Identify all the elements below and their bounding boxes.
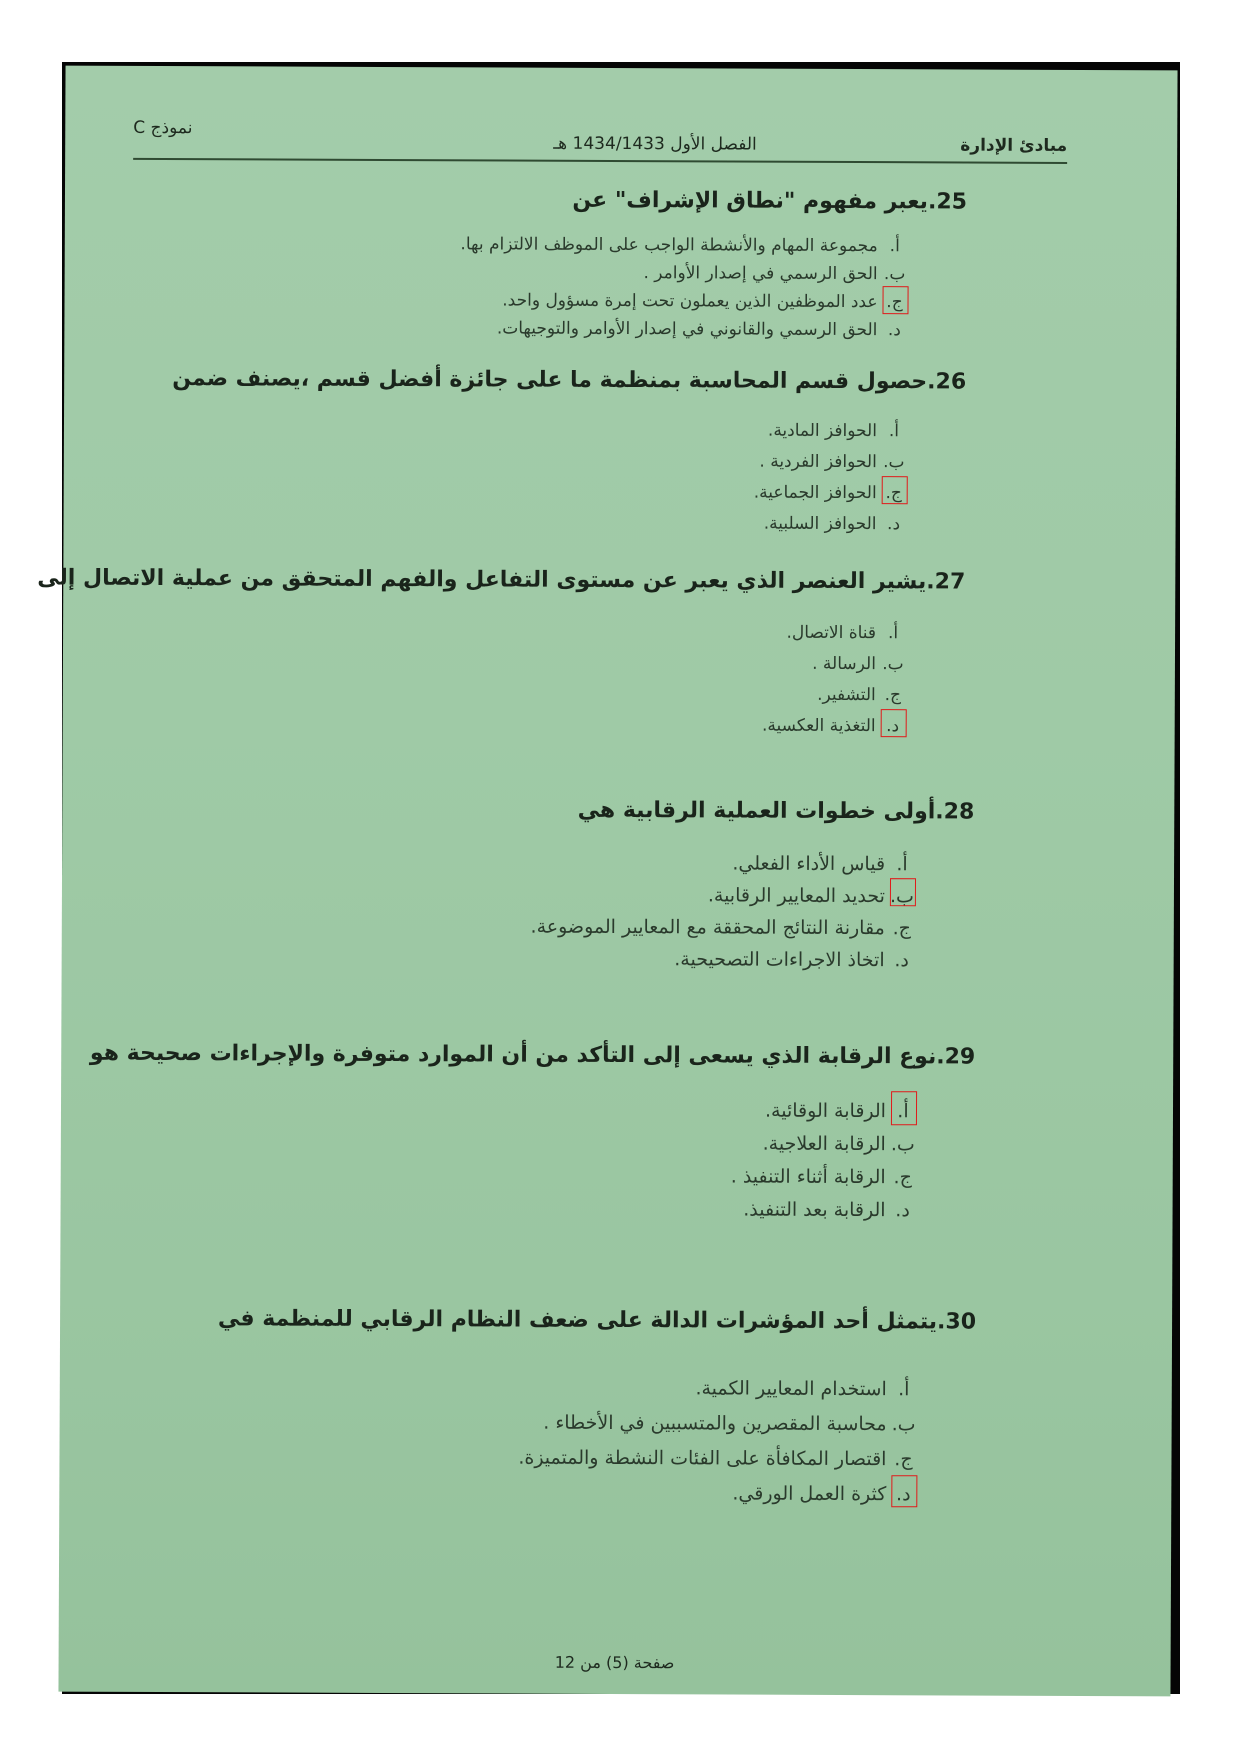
option-b xyxy=(531,879,919,913)
option-b xyxy=(172,444,911,478)
option-text: الرسالة . xyxy=(812,653,876,675)
question-27 xyxy=(37,565,966,742)
option-b xyxy=(89,1125,919,1162)
option-text: قياس الأداء الفعلي. xyxy=(732,852,886,876)
page-number: صفحة (5) من 12 xyxy=(554,1652,675,1673)
option-text: عدد الموظفين الذين يعملون تحت إمرة مسؤول واحد. xyxy=(502,290,878,313)
option-b xyxy=(37,645,910,680)
option-c xyxy=(89,1158,919,1195)
answer-mark xyxy=(882,476,908,504)
option-text: الحوافز المادية. xyxy=(767,420,878,442)
option-letter: ج. xyxy=(884,685,902,706)
option-text: مقارنة النتائج المحققة مع المعايير الموضوعة. xyxy=(530,915,885,940)
option-d xyxy=(460,314,911,344)
option-letter: أ. xyxy=(887,623,899,644)
answer-mark xyxy=(891,1475,917,1507)
options-list xyxy=(37,614,911,742)
option-letter: ج. xyxy=(877,288,911,316)
option-a xyxy=(218,1369,921,1407)
question-26 xyxy=(172,366,967,540)
option-letter: ج. xyxy=(892,917,912,940)
option-letter: ب. xyxy=(882,654,904,675)
option-letter: ب. xyxy=(891,1413,916,1436)
option-letter: ب. xyxy=(885,880,919,912)
options-list xyxy=(217,1369,921,1512)
option-letter: أ. xyxy=(896,853,908,876)
option-letter: د. xyxy=(886,1477,920,1512)
question-title: 29.نوع الرقابة الذي يسعى إلى التأكد من أن الموارد متوفرة والإجراءات صحيحة هو xyxy=(89,1040,976,1070)
options-list xyxy=(530,847,919,977)
page-header xyxy=(133,118,1067,164)
exam-page xyxy=(37,66,1177,1697)
option-text: تحديد المعايير الرقابية. xyxy=(707,884,885,908)
option-text: الرقابة الوقائية. xyxy=(764,1099,887,1123)
option-text: الحوافز الجماعية. xyxy=(753,482,877,504)
option-a xyxy=(172,413,911,447)
option-d xyxy=(172,506,911,540)
option-letter: د. xyxy=(887,320,901,341)
answer-mark xyxy=(882,286,908,314)
answer-mark xyxy=(891,1091,917,1125)
option-letter: أ. xyxy=(886,1095,920,1128)
option-letter: أ. xyxy=(898,1378,910,1401)
option-text: التشفير. xyxy=(817,684,876,706)
course-title: مبادئ الإدارة xyxy=(960,135,1068,156)
option-c xyxy=(460,286,911,316)
model-label: نموذج C xyxy=(133,117,193,139)
option-letter: ج. xyxy=(894,1448,913,1471)
option-letter: ب. xyxy=(890,1133,915,1156)
option-text: الرقابة أثناء التنفيذ . xyxy=(730,1165,886,1189)
question-30 xyxy=(217,1306,976,1512)
option-a xyxy=(90,1092,920,1129)
option-letter: د. xyxy=(894,949,909,972)
option-text: استخدام المعايير الكمية. xyxy=(695,1377,887,1401)
option-text: الحق الرسمي في إصدار الأوامر . xyxy=(643,263,878,285)
semester-label: الفصل الأول 1434/1433 هـ xyxy=(553,133,757,155)
option-text: قناة الاتصال. xyxy=(786,622,877,644)
options-list xyxy=(89,1092,920,1228)
option-text: مجموعة المهام والأنشطة الواجب على الموظف الالتزام بها. xyxy=(460,234,878,257)
option-text: الحوافز السلبية. xyxy=(763,513,877,535)
option-a xyxy=(37,614,910,649)
option-b xyxy=(217,1404,920,1442)
question-title: 26.حصول قسم المحاسبة بمنظمة ما على جائزة أفضل قسم ،يصنف ضمن xyxy=(172,366,967,395)
option-text: الحق الرسمي والقانوني في إصدار الأوامر والتوجيهات. xyxy=(496,318,878,341)
option-letter: د. xyxy=(876,711,910,742)
option-text: الحوافز الفردية . xyxy=(759,451,877,473)
option-letter: ب. xyxy=(883,264,906,285)
question-title: 27.يشير العنصر الذي يعبر عن مستوى التفاعل والفهم المتحقق من عملية الاتصال إلى xyxy=(37,565,966,595)
answer-mark xyxy=(890,878,916,906)
option-text: الرقابة بعد التنفيذ. xyxy=(743,1198,886,1222)
options-list xyxy=(172,413,912,540)
answer-mark xyxy=(881,709,907,737)
option-a xyxy=(531,847,919,881)
option-letter: ج. xyxy=(893,1166,912,1189)
option-text: محاسبة المقصرين والمتسببين في الأخطاء . xyxy=(543,1411,887,1436)
option-letter: أ. xyxy=(889,236,900,257)
option-d xyxy=(37,707,910,742)
option-b xyxy=(460,258,911,288)
question-title: 28.أولى خطوات العملية الرقابية هي xyxy=(577,797,975,825)
option-c xyxy=(217,1439,920,1477)
option-d xyxy=(89,1191,919,1228)
option-c xyxy=(172,475,911,509)
option-letter: أ. xyxy=(888,421,900,442)
question-25 xyxy=(460,187,967,344)
option-c xyxy=(37,676,910,711)
option-letter: ج. xyxy=(877,478,911,509)
option-c xyxy=(531,911,919,945)
option-d xyxy=(217,1474,920,1512)
question-29 xyxy=(89,1041,975,1228)
option-text: اقتصار المكافأة على الفئات النشطة والمتميزة. xyxy=(518,1446,887,1471)
option-letter: د. xyxy=(895,1199,910,1222)
options-list xyxy=(460,230,912,344)
option-a xyxy=(460,230,911,260)
question-title: 25.يعبر مفهوم "نطاق الإشراف" عن xyxy=(572,187,968,215)
option-text: كثرة العمل الورقي. xyxy=(732,1482,887,1506)
option-d xyxy=(530,943,918,977)
question-28 xyxy=(530,798,974,977)
option-letter: ب. xyxy=(883,452,905,473)
option-text: اتخاذ الاجراءات التصحيحية. xyxy=(674,948,885,972)
question-title: 30.يتمثل أحد المؤشرات الدالة على ضعف النظام الرقابي للمنظمة في xyxy=(217,1306,977,1335)
option-text: الرقابة العلاجية. xyxy=(762,1132,886,1156)
option-letter: د. xyxy=(887,514,901,535)
option-text: التغذية العكسية. xyxy=(761,715,876,737)
